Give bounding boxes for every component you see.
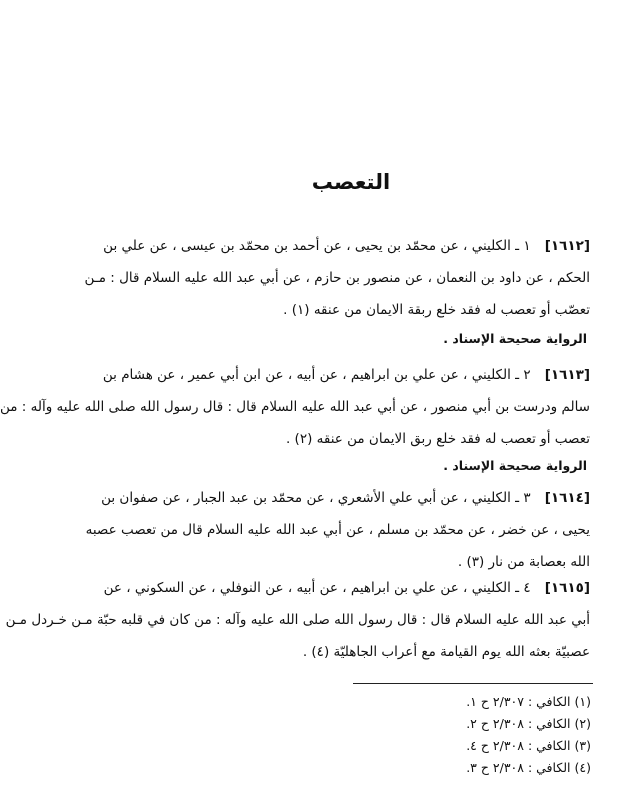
footnote: (٣) الكافي : ٢/٣٠٨ ح ٤. [466, 738, 591, 753]
text-line: [١٦١٤]٣ ـ الكليني ، عن أبي علي الأشعري ، عن محمّد بن عبد الجبار ، عن صفوان بن [101, 490, 590, 506]
footnote: (١) الكافي : ٢/٣٠٧ ح ١. [466, 694, 591, 709]
text-line: تعصّب أو تعصب له فقد خلع ربقة الايمان من عنقه (١) . [283, 302, 590, 318]
footnote-divider [353, 683, 593, 684]
text-line: [١٦١٣]٢ ـ الكليني ، عن علي بن ابراهيم ، عن أبيه ، عن ابن أبي عمير ، عن هشام بن [102, 367, 590, 383]
text-line: [١٦١٥]٤ ـ الكليني ، عن علي بن ابراهيم ، عن أبيه ، عن النوفلي ، عن السكوني ، عن [103, 580, 590, 596]
text-line: أبي عبد الله عليه السلام قال : قال رسول الله صلى الله عليه وآله : من كان في قلبه حبّة مـن خـردل مـن [5, 612, 590, 628]
hadith-paragraph [84, 230, 590, 326]
hadith-number: [١٦١٣] [544, 367, 590, 383]
hadith-paragraph [5, 572, 590, 668]
chain-grade: الرواية صحيحة الإسناد . [443, 331, 587, 346]
hadith-number: [١٦١٥] [544, 580, 590, 596]
text-line: سالم ودرست بن أبي منصور ، عن أبي عبد الله عليه السلام قال : قال رسول الله صلى الله عليه وآله : من [0, 399, 590, 415]
hadith-number: [١٦١٢] [544, 238, 590, 254]
text-line: تعصب أو تعصب له فقد خلع ربق الايمان من عنقه (٢) . [285, 431, 590, 447]
text-line: الله بعصابة من نار (٣) . [457, 554, 590, 570]
hadith-paragraph [85, 482, 590, 578]
hadith-paragraph [0, 359, 590, 455]
hadith-number: [١٦١٤] [544, 490, 590, 506]
chain-grade: الرواية صحيحة الإسناد . [443, 458, 587, 473]
text-line: يحيى ، عن خضر ، عن محمّد بن مسلم ، عن أبي عبد الله عليه السلام قال من تعصب عصبه [85, 522, 590, 538]
footnote: (٢) الكافي : ٢/٣٠٨ ح ٢. [466, 716, 591, 731]
text-line: [١٦١٢]١ ـ الكليني ، عن محمّد بن يحيى ، عن أحمد بن محمّد بن عيسى ، عن علي بن [103, 238, 590, 254]
footnote: (٤) الكافي : ٢/٣٠٨ ح ٣. [466, 760, 591, 775]
text-line: الحكم ، عن داود بن النعمان ، عن منصور بن حازم ، عن أبي عبد الله عليه السلام قال : مـن [84, 270, 590, 286]
text-line: عصبيّة بعثه الله يوم القيامة مع أعراب الجاهليّة (٤) . [302, 644, 590, 660]
chapter-title: التعصب [311, 170, 391, 194]
